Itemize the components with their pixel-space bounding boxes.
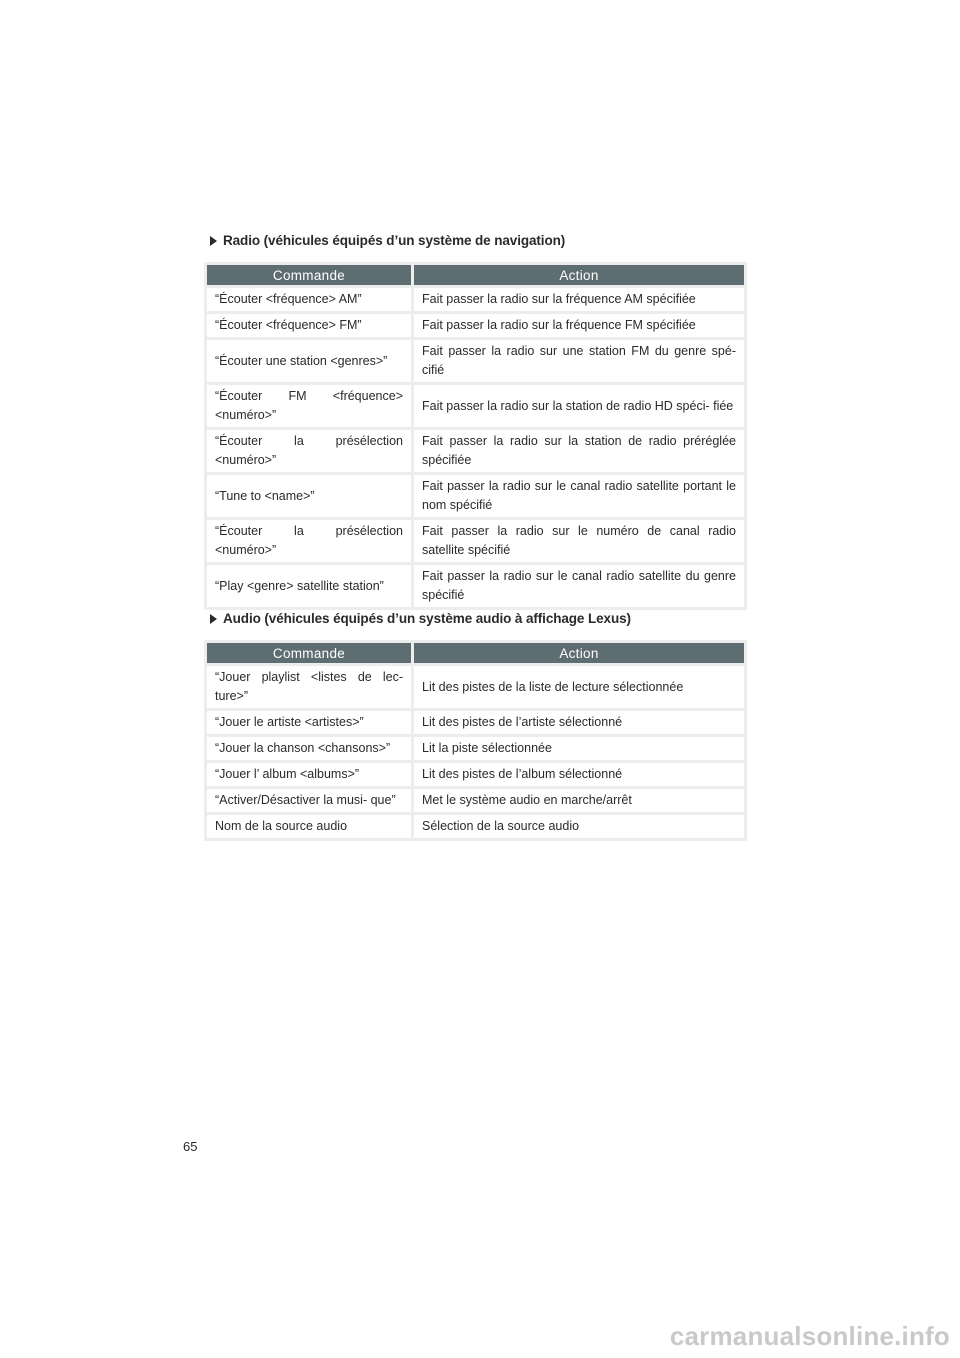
command-cell: “Écouter <fréquence> FM” <box>207 314 411 337</box>
audio-section-title-text: Audio (véhicules équipés d’un système audio à affichage Lexus) <box>223 611 631 626</box>
table-row <box>207 288 744 311</box>
command-cell: “Play <genre> satellite station” <box>207 565 411 607</box>
command-cell: “Jouer la chanson <chansons>” <box>207 737 411 760</box>
table-row <box>207 815 744 838</box>
triangle-bullet-icon <box>210 614 217 624</box>
action-cell: Fait passer la radio sur la station de radio HD spéci- fiée <box>414 385 744 427</box>
table-row <box>207 340 744 382</box>
action-cell: Fait passer la radio sur la fréquence AM spécifiée <box>414 288 744 311</box>
table-row <box>207 475 744 517</box>
header-command: Commande <box>207 643 411 663</box>
action-cell: Sélection de la source audio <box>414 815 744 838</box>
radio-section-title-text: Radio (véhicules équipés d’un système de navigation) <box>223 233 566 248</box>
radio-command-table <box>204 262 747 610</box>
command-cell: “Jouer l’ album <albums>” <box>207 763 411 786</box>
action-cell: Fait passer la radio sur la fréquence FM spécifiée <box>414 314 744 337</box>
command-cell: “Écouter FM <fréquence> <numéro>” <box>207 385 411 427</box>
radio-section-title <box>210 233 565 248</box>
table-row <box>207 763 744 786</box>
audio-section-title <box>210 611 631 626</box>
table-header-row <box>207 265 744 285</box>
command-cell: “Jouer le artiste <artistes>” <box>207 711 411 734</box>
watermark-text: carmanualsonline.info <box>669 1321 950 1351</box>
command-cell: “Jouer playlist <listes de lec- ture>” <box>207 666 411 708</box>
action-cell: Met le système audio en marche/arrêt <box>414 789 744 812</box>
action-cell: Lit la piste sélectionnée <box>414 737 744 760</box>
header-action: Action <box>414 643 744 663</box>
command-cell: “Écouter la présélection <numéro>” <box>207 520 411 562</box>
action-cell: Lit des pistes de l’album sélectionné <box>414 763 744 786</box>
table-row <box>207 385 744 427</box>
table-row <box>207 711 744 734</box>
action-cell: Lit des pistes de la liste de lecture sélectionnée <box>414 666 744 708</box>
table-row <box>207 520 744 562</box>
audio-command-table <box>204 640 747 841</box>
table-row <box>207 314 744 337</box>
action-cell: Lit des pistes de l’artiste sélectionné <box>414 711 744 734</box>
command-cell: “Écouter <fréquence> AM” <box>207 288 411 311</box>
command-cell: “Écouter une station <genres>” <box>207 340 411 382</box>
action-cell: Fait passer la radio sur une station FM du genre spé- cifié <box>414 340 744 382</box>
table-row <box>207 430 744 472</box>
header-action: Action <box>414 265 744 285</box>
action-cell: Fait passer la radio sur le numéro de canal radio satellite spécifié <box>414 520 744 562</box>
command-cell: “Tune to <name>” <box>207 475 411 517</box>
table-row <box>207 789 744 812</box>
table-row <box>207 666 744 708</box>
table-header-row <box>207 643 744 663</box>
command-cell: “Activer/Désactiver la musi- que” <box>207 789 411 812</box>
page-number: 65 <box>183 1139 198 1154</box>
triangle-bullet-icon <box>210 236 217 246</box>
table-row <box>207 565 744 607</box>
action-cell: Fait passer la radio sur le canal radio satellite du genre spécifié <box>414 565 744 607</box>
header-command: Commande <box>207 265 411 285</box>
action-cell: Fait passer la radio sur le canal radio satellite portant le nom spécifié <box>414 475 744 517</box>
table-row <box>207 737 744 760</box>
command-cell: “Écouter la présélection <numéro>” <box>207 430 411 472</box>
action-cell: Fait passer la radio sur la station de radio préréglée spécifiée <box>414 430 744 472</box>
command-cell: Nom de la source audio <box>207 815 411 838</box>
